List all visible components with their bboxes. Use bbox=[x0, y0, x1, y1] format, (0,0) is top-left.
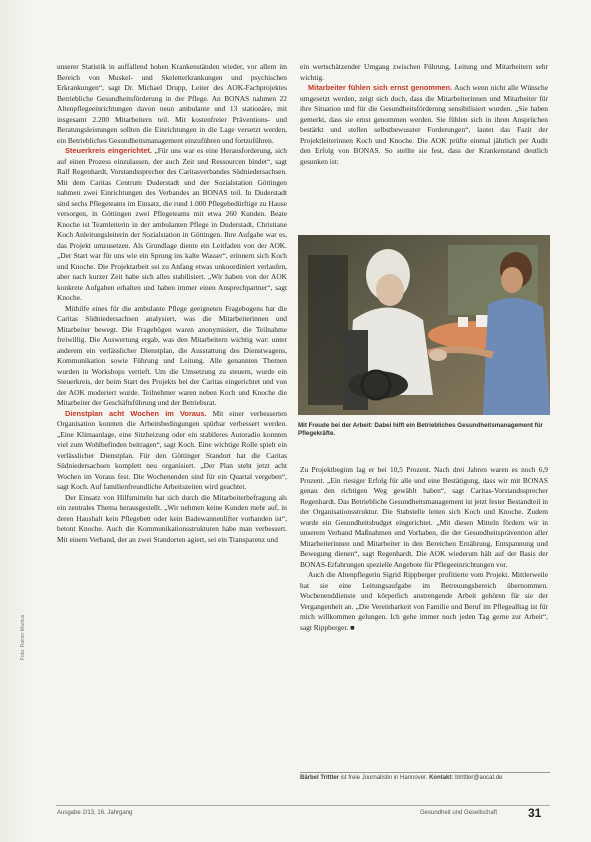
article-left-column bbox=[57, 62, 287, 762]
paragraph bbox=[300, 465, 548, 570]
paragraph-text: Mit einer verbesserten Organisation konnten die Arbeitsbedingungen spürbar verbessert werden. „Eine Klimaanlage, eine Sitzheizung oder ein stabileres Autoradio konnten viel zum Wohlbefinden beitragen“, sagt Koch. Eine wichtige Rolle spielt ein verlässlicher Dienstplan. Für den Göttinger Standort hat die Caritas Südniedersachsen komplett neu organisiert. „Der Plan steht jetzt acht Wochen im Voraus fest. Die Wochenenden sind für ein Quartal vergeben“, sagt Koch. Auf familienfreundliche Arbeitszeiten wird geachtet. bbox=[57, 408, 287, 491]
paragraph bbox=[300, 570, 548, 633]
footer-section: Gesundheit und Gesellschaft bbox=[420, 810, 498, 816]
paragraph-text: Mithilfe eines für die ambulante Pflege geeigneten Fragebogens hat die Caritas Südniedersachsen analysiert, was die Mitarbeiterinnen und Mitarbeiter bewegt. Die Fragebögen waren anonymisiert, die Teilnahme freiwillig. Die Auswertung ergab, was den Mitarbeitern wichtig war: unter anderem ein verlässlicher Dienstplan, die Ausstattung des Dienstwagens, Kommunikation sowie Führung und Leitung. Alle genannten Themen wurden in Workshops vertieft. Um die Umsetzung zu steuern, wurde ein Steuerkreis, der beim Start des Projekts bei der Caritas eingerichtet und von der AOK moderiert wurde. Teilnehmer waren neben Koch und Knoche die Mitarbeiter der Geschäftsführung und der Betriebsrat. bbox=[57, 303, 287, 407]
photo-caption: Mit Freude bei der Arbeit: Dabei hilft ein Betriebliches Gesundheitsmanagement für Pflegekräfte. bbox=[298, 422, 543, 437]
article-photo bbox=[298, 235, 550, 415]
paragraph bbox=[300, 62, 548, 83]
paragraph-text: unserer Statistik in auffallend hohen Krankenständen wieder, vor allem im Bereich von Muskel- und Skeletterkrankungen und psychischen Erkrankungen“, sagt Dr. Michael Drupp, Leiter des AOK-Fachprojektes Betriebliche Gesundheitsförderung in der Pflege. An BONAS nahmen 22 Altenpflegeeinrichtungen davon neun ambulante und 13 stationäre, mit insgesamt 2.200 Mitarbeitern teil. Mit kostenfreier Präventions- und Beratungsleistungen sollten die Einrichtungen in die Lage versetzt werden, ein Betriebliches Gesundheitsmanagement einzuführen und fortzuführen. bbox=[57, 62, 287, 145]
author-role: ist freie Journalistin in Hannover. bbox=[339, 775, 430, 781]
page-number: 31 bbox=[528, 806, 542, 820]
paragraph bbox=[300, 83, 548, 167]
paragraph-text: Auch die Altenpflegerin Sigrid Rippberger profitierte vom Projekt. Mittlerweile hat sie eine Leitungsaufgabe im Betreuungsbereich übernommen. Wochenenddienste und körperlich anstrengende Arbeit gehören für sie der Vergangenheit an. „Die Vereinbarkeit von Familie und Beruf im Pflegealltag ist für mich willkommen gelungen. Ich gehe immer noch jeden Tag gerne zur Arbeit“, sagt Rippberger. ■ bbox=[300, 570, 548, 632]
contact-email[interactable]: btrittler@aocat.de bbox=[453, 775, 503, 781]
section-heading: Mitarbeiter fühlen sich ernst genommen. bbox=[308, 83, 453, 92]
section-heading: Dienstplan acht Wochen im Voraus. bbox=[65, 408, 207, 418]
paragraph-text: Auch wenn nicht alle Wünsche umgesetzt werden, zeigt sich doch, dass die Mitarbeiterinnen und Mitarbeiter für ihre Situation und für die Gesundheitsförderung sensibilisiert wurden. „Sie haben gemerkt, dass sie ernst genommen werden. Sie fühlen sich in ihren Ansprüchen bestärkt und stellen selbstbewusster Forderungen“, lautet das Fazit der Projektleiterinnen Koch und Knoche. Die AOK prüfte einmal jährlich per Audit den Erfolg von BONAS. So stellte sie fest, dass der Krankenstand deutlich gesunken ist: bbox=[300, 83, 548, 166]
section-heading: Steuerkreis eingerichtet. bbox=[65, 146, 152, 155]
footer-issue: Ausgabe 2/13, 16. Jahrgang bbox=[57, 810, 133, 816]
photo-credit: Foto: Rainer Markus bbox=[20, 614, 26, 660]
paragraph-text: Der Einsatz von Hilfsmitteln hat sich durch die Mitarbeiterbefragung als ein zentrales Thema herausgestellt. „Wir nehmen keine Kunden mehr auf, in deren Haushalt kein Pflegebett oder kein Badewannenlifter vorhanden ist“, betont Knoche. Auch die Kommunikationsstrukturen habe man verbessert. Mit einem Verband, der an zwei Standorten agiert, sei ein Transparenz und bbox=[57, 492, 287, 544]
paragraph-text: ein wertschätzender Umgang zwischen Führung, Leitung und Mitarbeitern sehr wichtig. bbox=[300, 62, 548, 82]
paragraph-text: „Für uns war es eine Herausforderung, sich auf einen Prozess einzulassen, der auch Zeit und Ressourcen bindet“, sagt Ralf Regenhardt, Vorstandssprecher des Caritasverbandes Südniedersachsen. Mit dem Caritas Centrum Duderstadt und der Sozialstation Göttingen nahmen zwei Einrichtungen des Verbandes an BONAS teil. In Duderstadt sind sechs Pflegeteams im Einsatz, die rund 1.000 Pflegebedürftige zu Hause versorgen, in Göttingen zwei Pflegeteams mit etwa 260 Kunden. Beate Knoche ist Teamleiterin in der ambulanten Pflege in Duderstadt, Christiane Koch Anleitungsleiterin der Sozialstation in Göttingen. Ihre Aufgabe war es, das Projekt umzusetzen. Als Grundlage diente ein Leitfaden von der AOK. „Der Start war für uns wie ein Sprung ins kalte Wasser“, erinnern sich Koch und Knoche. Die Projektarbeit sei zu Anfang etwas unkoordiniert verlaufen, aber nach kurzer Zeit habe sich alles stabilisiert. „Wir haben von der AOK konkrete Aufgaben erhalten und haben immer einen Ansprechpartner“, sagt Knoche. bbox=[57, 146, 287, 302]
paragraph bbox=[57, 146, 287, 304]
article-right-top-column bbox=[300, 62, 548, 226]
footer-divider bbox=[56, 805, 550, 806]
article-right-bottom-column bbox=[300, 465, 548, 770]
contact-label: Kontakt: bbox=[429, 775, 454, 781]
paragraph bbox=[57, 304, 287, 409]
photo-caregiver-and-elderly-woman bbox=[298, 235, 550, 415]
paragraph bbox=[57, 62, 287, 146]
author-name: Bärbel Trittler bbox=[300, 775, 340, 781]
paragraph bbox=[57, 493, 287, 546]
paragraph-text: Zu Projektbeginn lag er bei 10,5 Prozent. Nach drei Jahren waren es noch 6,9 Prozent. „Ein riesiger Erfolg für alle und eine Bestätigung, dass wir mit BONAS genau den richtigen Weg gewählt haben“, sagt Caritas-Vorstandssprecher Regenhardt. Das Betriebliche Gesundheitsmanagement ist jetzt fester Bestandteil in der Organisationsstruktur. Die Stabstelle leiten sich Koch und Knoche. Zudem wurde ein Gesundheitsbudget eingerichtet. „Mit diesen Mitteln fördern wir in unserem Verband Maßnahmen und Vorhaben, die der Gesundheitsprävention aller Mitarbeiterinnen und Mitarbeiter in den Bereichen Ernährung, Entspannung und Bewegung dienen“, sagt Regenhardt. Die AOK wiederum hält auf der Basis der BONAS-Erfahrungen spezielle Angebote für Pflegeeinrichtungen vor. bbox=[300, 465, 548, 569]
author-byline bbox=[300, 772, 550, 781]
paragraph bbox=[57, 409, 287, 493]
